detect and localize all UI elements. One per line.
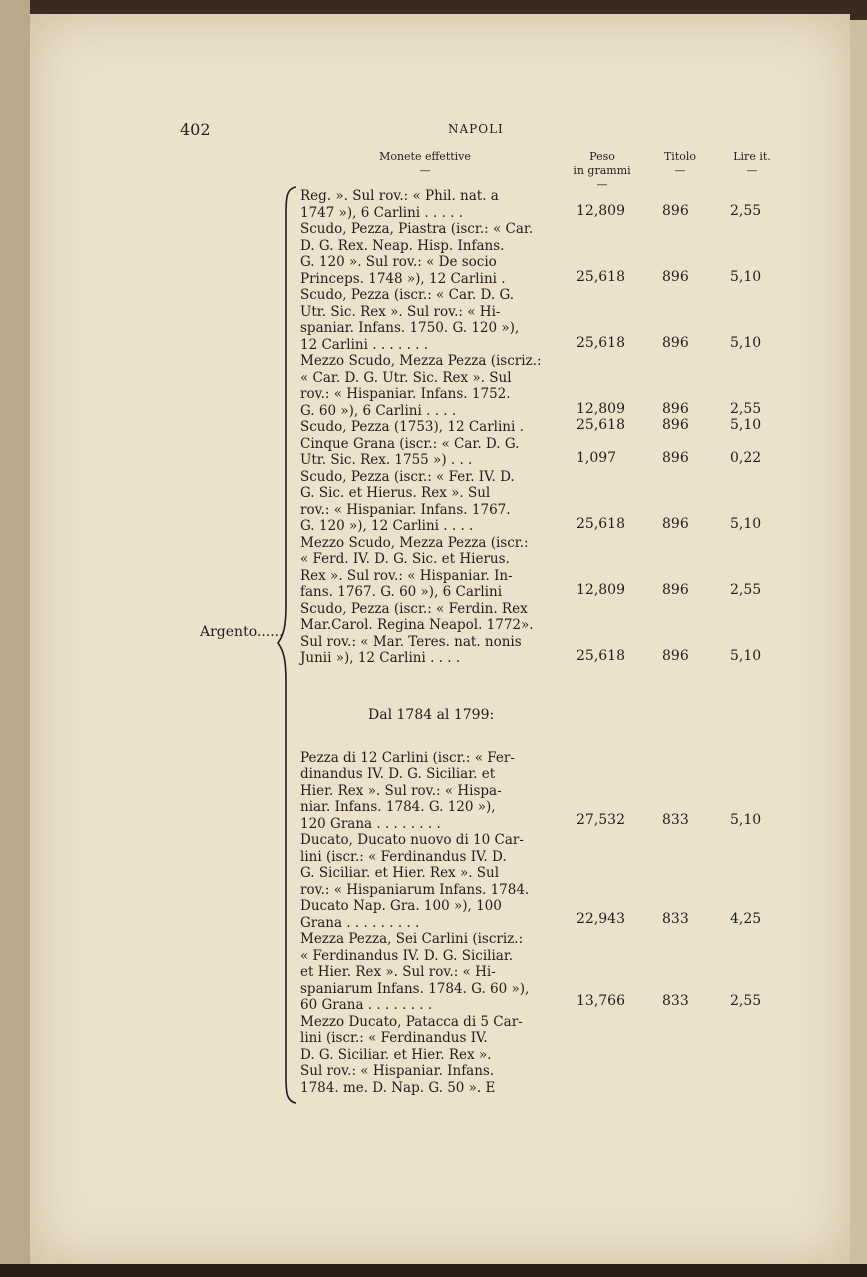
entry-line: Sul rov.: « Hispaniar. Infans.: [300, 1063, 495, 1079]
column-header-peso-sub: in grammi: [573, 164, 631, 177]
entry-line: Utr. Sic. Rex. 1755 ») . . .: [300, 452, 473, 468]
entry-line: Scudo, Pezza (iscr.: « Car. D. G.: [300, 287, 515, 303]
column-header-peso: [562, 150, 642, 192]
entry-line: Hier. Rex ». Sul rov.: « Hispa-: [300, 783, 502, 799]
entry-line: 1784. me. D. Nap. G. 50 ». E: [300, 1080, 496, 1096]
entry-line: Mezzo Scudo, Mezza Pezza (iscr.:: [300, 535, 529, 551]
peso-value: 13,766: [576, 993, 625, 1009]
entry-line: Pezza di 12 Carlini (iscr.: « Fer-: [300, 750, 515, 766]
peso-value: 25,618: [576, 516, 625, 532]
peso-value: 25,618: [576, 648, 625, 664]
peso-value: 12,809: [576, 582, 625, 598]
page-number: 402: [180, 120, 211, 139]
peso-value: 25,618: [576, 335, 625, 351]
lire-value: 5,10: [730, 648, 762, 664]
lire-value: 5,10: [730, 516, 762, 532]
entry-line: D. G. Siciliar. et Hier. Rex ».: [300, 1047, 492, 1063]
entry-line: 12 Carlini . . . . . . .: [300, 337, 429, 353]
column-header-monete: [360, 150, 490, 178]
lire-value: 5,10: [730, 269, 762, 285]
section-title: Dal 1784 al 1799:: [368, 707, 495, 723]
entry-line: Reg. ». Sul rov.: « Phil. nat. a: [300, 188, 499, 204]
entry-line: 120 Grana . . . . . . . .: [300, 816, 441, 832]
entry-line: Grana . . . . . . . . .: [300, 915, 420, 931]
column-header-monete-label: Monete effettive: [379, 150, 471, 163]
entry-line: « Ferdinandus IV. D. G. Siciliar.: [300, 948, 514, 964]
entry-line: G. Sic. et Hierus. Rex ». Sul: [300, 485, 491, 501]
titolo-value: 896: [662, 450, 689, 466]
peso-value: 1,097: [576, 450, 617, 466]
titolo-value: 896: [662, 417, 689, 433]
entry-line: Scudo, Pezza (iscr.: « Fer. IV. D.: [300, 469, 515, 485]
titolo-value: 896: [662, 582, 689, 598]
page-bottom-shadow: [0, 1264, 867, 1277]
entry-line: lini (iscr.: « Ferdinandus IV.: [300, 1030, 488, 1046]
entry-line: Ducato Nap. Gra. 100 »), 100: [300, 898, 502, 914]
entry-line: Scudo, Pezza (1753), 12 Carlini .: [300, 419, 524, 435]
entry-line: G. 120 »), 12 Carlini . . . .: [300, 518, 474, 534]
titolo-value: 833: [662, 911, 689, 927]
lire-value: 4,25: [730, 911, 762, 927]
entry-line: Rex ». Sul rov.: « Hispaniar. In-: [300, 568, 513, 584]
entry-line: Utr. Sic. Rex ». Sul rov.: « Hi-: [300, 304, 501, 320]
titolo-value: 896: [662, 401, 689, 417]
entry-line: G. 120 ». Sul rov.: « De socio: [300, 254, 497, 270]
entry-line: Mar.Carol. Regina Neapol. 1772».: [300, 617, 534, 633]
entry-line: « Ferd. IV. D. G. Sic. et Hierus.: [300, 551, 510, 567]
titolo-value: 896: [662, 269, 689, 285]
lire-value: 5,10: [730, 417, 762, 433]
column-header-titolo-label: Titolo: [663, 150, 697, 163]
entry-line: D. G. Rex. Neap. Hisp. Infans.: [300, 238, 505, 254]
entry-line: et Hier. Rex ». Sul rov.: « Hi-: [300, 964, 496, 980]
peso-value: 12,809: [576, 401, 625, 417]
peso-value: 25,618: [576, 417, 625, 433]
column-header-dash: —: [746, 164, 758, 177]
running-head: NAPOLI: [448, 122, 504, 136]
entry-line: Mezzo Scudo, Mezza Pezza (iscriz.:: [300, 353, 542, 369]
column-header-dash: —: [596, 178, 608, 191]
entry-line: niar. Infans. 1784. G. 120 »),: [300, 799, 496, 815]
peso-value: 22,943: [576, 911, 625, 927]
entry-line: Scudo, Pezza (iscr.: « Ferdin. Rex: [300, 601, 528, 617]
entry-line: Cinque Grana (iscr.: « Car. D. G.: [300, 436, 520, 452]
entry-line: Mezza Pezza, Sei Carlini (iscriz.:: [300, 931, 524, 947]
page-right-edge: [850, 20, 867, 1265]
entry-line: rov.: « Hispaniar. Infans. 1752.: [300, 386, 511, 402]
column-header-peso-label: Peso: [589, 150, 615, 163]
entry-line: Princeps. 1748 »), 12 Carlini .: [300, 271, 506, 287]
peso-value: 27,532: [576, 812, 625, 828]
peso-value: 25,618: [576, 269, 625, 285]
entry-line: spaniarum Infans. 1784. G. 60 »),: [300, 981, 530, 997]
lire-value: 2,55: [730, 582, 762, 598]
titolo-value: 833: [662, 993, 689, 1009]
column-header-lire: [722, 150, 782, 178]
titolo-value: 833: [662, 812, 689, 828]
lire-value: 0,22: [730, 450, 762, 466]
lire-value: 2,55: [730, 203, 762, 219]
column-header-dash: —: [674, 164, 686, 177]
titolo-value: 896: [662, 516, 689, 532]
peso-value: 12,809: [576, 203, 625, 219]
entry-line: Sul rov.: « Mar. Teres. nat. nonis: [300, 634, 522, 650]
entry-line: G. Siciliar. et Hier. Rex ». Sul: [300, 865, 500, 881]
entry-line: 60 Grana . . . . . . . .: [300, 997, 433, 1013]
entry-line: fans. 1767. G. 60 »), 6 Carlini: [300, 584, 503, 600]
lire-value: 5,10: [730, 812, 762, 828]
entry-line: rov.: « Hispaniar. Infans. 1767.: [300, 502, 511, 518]
entry-line: « Car. D. G. Utr. Sic. Rex ». Sul: [300, 370, 512, 386]
column-header-titolo: [655, 150, 705, 178]
entry-line: Junii »), 12 Carlini . . . .: [300, 650, 461, 666]
entry-line: spaniar. Infans. 1750. G. 120 »),: [300, 320, 520, 336]
entry-line: Scudo, Pezza, Piastra (iscr.: « Car.: [300, 221, 534, 237]
entry-line: 1747 »), 6 Carlini . . . . .: [300, 205, 464, 221]
lire-value: 2,55: [730, 401, 762, 417]
lire-value: 5,10: [730, 335, 762, 351]
entry-line: G. 60 »), 6 Carlini . . . .: [300, 403, 457, 419]
titolo-value: 896: [662, 648, 689, 664]
entry-line: lini (iscr.: « Ferdinandus IV. D.: [300, 849, 507, 865]
category-label-argento: Argento......: [200, 624, 284, 640]
column-header-lire-label: Lire it.: [733, 150, 771, 163]
entry-line: Mezzo Ducato, Patacca di 5 Car-: [300, 1014, 523, 1030]
entry-line: dinandus IV. D. G. Siciliar. et: [300, 766, 496, 782]
titolo-value: 896: [662, 335, 689, 351]
titolo-value: 896: [662, 203, 689, 219]
curly-brace-icon: [276, 185, 300, 1105]
entry-line: rov.: « Hispaniarum Infans. 1784.: [300, 882, 530, 898]
lire-value: 2,55: [730, 993, 762, 1009]
page-left-edge: [0, 0, 30, 1277]
column-header-dash: —: [419, 164, 431, 177]
entry-line: Ducato, Ducato nuovo di 10 Car-: [300, 832, 524, 848]
